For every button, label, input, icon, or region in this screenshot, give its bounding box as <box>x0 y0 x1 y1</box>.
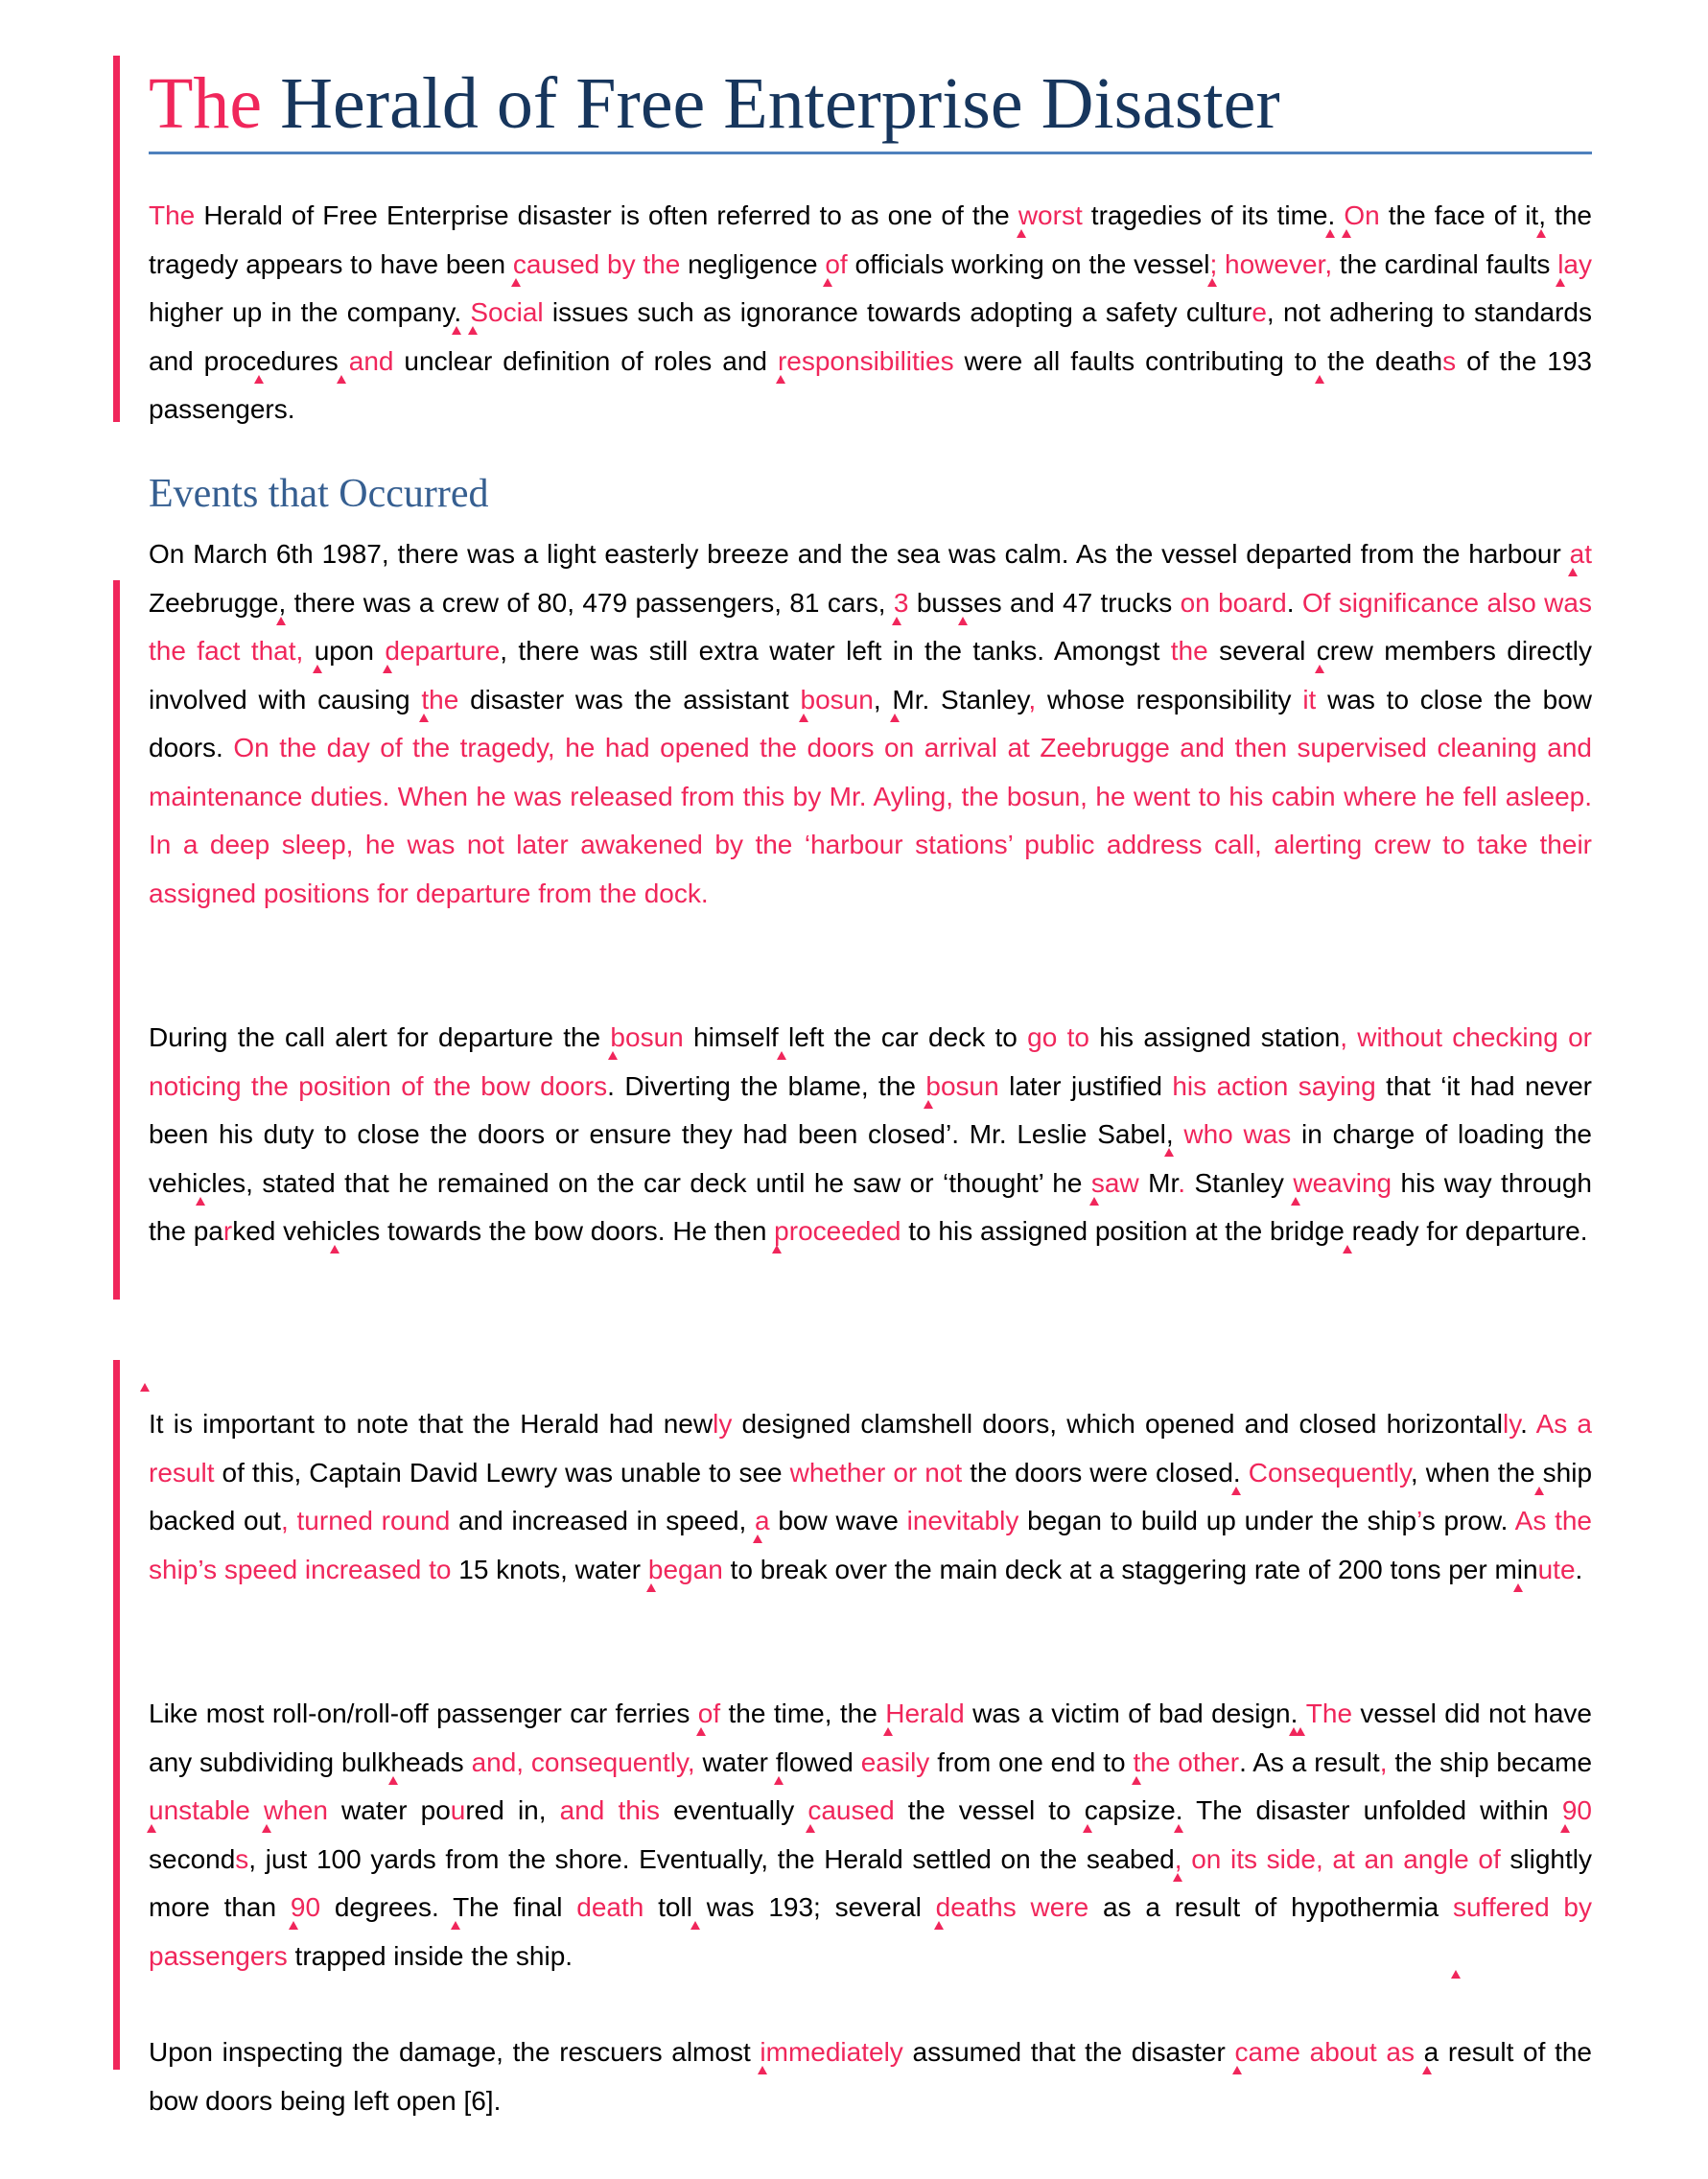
text-run <box>1217 249 1225 279</box>
text-run: M <box>892 684 915 715</box>
revision-bar <box>113 1360 120 2070</box>
events-paragraph-2 <box>149 1014 1592 1256</box>
text-run: his assigned station <box>1088 1022 1341 1052</box>
tracked-change-run: death <box>576 1892 644 1922</box>
tracked-change-run: bosun <box>925 1070 999 1101</box>
text-run: issues such as ignorance towards adopting a safety cultur <box>543 297 1252 327</box>
text-run <box>339 346 349 376</box>
text-run: . <box>1327 200 1345 230</box>
text-run: Stanley <box>1185 1167 1294 1198</box>
text-run <box>1298 1699 1305 1728</box>
tracked-change-run: bosun <box>800 684 874 715</box>
text-run: and increased in speed, <box>450 1506 756 1535</box>
text-run: u <box>314 636 330 666</box>
tracked-change-run: , without checking or noticing the position of the bow doors <box>149 1022 1592 1101</box>
text-run: s <box>960 587 973 618</box>
tracked-change-run: weaving <box>1293 1167 1392 1198</box>
tracked-change-run: bosun <box>610 1022 684 1052</box>
text-run: , there was still extra water left in the tanks. Amongst <box>500 636 1171 666</box>
text-run: s prow. <box>1421 1506 1515 1535</box>
text-run: the doors were closed <box>962 1457 1233 1488</box>
text-run: r. Stanley <box>914 684 1029 715</box>
revision-bar <box>113 580 120 1300</box>
text-run: pon <box>329 636 386 666</box>
text-run: During the call alert for departure the <box>149 1022 611 1052</box>
text-run: began to build up under the ship <box>1018 1506 1417 1535</box>
tracked-change-run: ’ <box>1416 1506 1422 1535</box>
tracked-change-run: lay <box>1557 248 1592 279</box>
text-run: toll <box>643 1892 692 1922</box>
title-text: Herald of Free Enterprise Disaster <box>262 63 1280 144</box>
text-run: several <box>1207 636 1317 666</box>
tracked-change-run: unstable <box>149 1795 250 1825</box>
tracked-change-run: Herald <box>885 1699 965 1728</box>
text-run <box>1415 2037 1424 2067</box>
tracked-change-run: s <box>235 1843 249 1874</box>
tracked-change-run: ly <box>713 1409 733 1439</box>
text-run: , <box>1165 1119 1174 1149</box>
text-run: es and 47 trucks <box>973 587 1181 618</box>
text-run: ked vehi <box>232 1216 333 1246</box>
text-run: water <box>694 1746 776 1777</box>
text-run: there was a crew of 80, 479 passengers, 81 cars, <box>286 587 894 618</box>
text-run: officials working on the vessel <box>847 248 1210 279</box>
text-run: The disaster unfolded within <box>1182 1795 1562 1825</box>
text-run <box>779 1022 788 1052</box>
text-run: Upon inspecting the damage, the rescuers almost <box>149 2037 760 2067</box>
tracked-change-run: u <box>450 1795 466 1825</box>
text-run: On March 6th 1987, there was a light easterly breeze and the sea was calm. As the vessel departed from the harbour <box>149 539 1570 569</box>
text-run: , <box>873 684 893 715</box>
tracked-change-run: , <box>1379 1746 1388 1777</box>
text-run: were all faults contributing to <box>953 345 1318 376</box>
text-run <box>692 1892 707 1922</box>
text-run: negligence <box>680 248 826 279</box>
tracked-change-run: of <box>697 1699 721 1728</box>
tracked-change-run: and this <box>559 1795 661 1825</box>
tracked-change-run: caused by the <box>512 248 681 279</box>
text-run: c <box>1316 636 1330 666</box>
tracked-change-run: Social <box>470 297 544 327</box>
tracked-change-run: As the ship’s speed increased to <box>149 1506 1592 1584</box>
text-run: as a result of hypothermia <box>1088 1892 1453 1922</box>
text-run: vessel did not have any subdividing bulk <box>149 1699 1592 1777</box>
text-run <box>1241 1458 1249 1488</box>
tracked-change-run: worst <box>1018 200 1083 230</box>
text-run: c <box>198 1167 212 1198</box>
text-run: water po <box>327 1795 451 1825</box>
text-run: . <box>1286 587 1302 618</box>
text-run: dures <box>270 345 339 376</box>
text-run: of this, Captain David Lewry was unable to see <box>214 1457 790 1488</box>
tracked-change-run: , <box>1028 684 1037 715</box>
text-run: Herald of Free Enterprise disaster is often referred to as one of the <box>195 200 1018 230</box>
text-run: the death <box>1327 345 1443 376</box>
title-tracked-word: The <box>149 63 263 144</box>
tracked-change-run: when <box>264 1795 328 1825</box>
tracked-change-run: The <box>1305 1699 1353 1728</box>
tracked-change-run: 90 <box>290 1892 321 1922</box>
text-run: later justified <box>998 1070 1173 1101</box>
text-run: f <box>775 1746 784 1777</box>
text-run: bus <box>908 587 960 618</box>
tracked-change-run: responsibilities <box>777 345 954 376</box>
tracked-change-run: began <box>647 1554 723 1584</box>
tracked-change-run: r <box>222 1216 233 1246</box>
text-run: he final <box>469 1892 577 1922</box>
tracked-change-run: departure <box>385 636 501 666</box>
text-run: . <box>1575 1554 1583 1584</box>
tracked-change-run: e <box>1252 297 1267 327</box>
text-run: . Diverting the blame, the <box>607 1070 926 1101</box>
text-run: in charge of loading the vehi <box>149 1119 1592 1198</box>
text-run <box>1345 1216 1352 1246</box>
text-run: lowed <box>783 1746 861 1777</box>
tracked-change-run: inevitably <box>906 1506 1019 1535</box>
text-run: . As a result <box>1239 1746 1380 1777</box>
text-run <box>461 297 470 327</box>
text-run: result of the bow doors being left open [6]. <box>149 2037 1592 2116</box>
text-run: apsize <box>1097 1795 1176 1825</box>
insertion-caret <box>140 1383 150 1392</box>
text-run: . <box>1290 1699 1299 1728</box>
text-run: eads <box>405 1746 472 1777</box>
text-run: . <box>1175 1795 1183 1825</box>
tracked-change-run: and <box>348 345 394 376</box>
tracked-change-run: On <box>1344 200 1380 230</box>
text-run: was a victim of bad design <box>964 1699 1291 1728</box>
tracked-change-run: caused <box>807 1795 895 1825</box>
text-run: the ship became <box>1387 1746 1593 1777</box>
tracked-change-run: easily <box>860 1746 930 1777</box>
text-run: the vessel to <box>894 1795 1085 1825</box>
revision-bar <box>113 56 120 422</box>
text-run: , just 100 yards from the shore. Eventually, the Herald settled on the seabed <box>248 1843 1175 1874</box>
text-run: Zeebrugge <box>149 587 279 618</box>
text-run: T <box>453 1892 470 1922</box>
text-run: assumed that the disaster <box>902 2037 1235 2067</box>
tracked-change-run: s <box>1442 345 1457 376</box>
text-run: of the 193 passengers. <box>149 345 1592 424</box>
text-run: , when the ship backed out <box>149 1457 1593 1535</box>
text-run: slightly more than <box>149 1843 1592 1922</box>
text-run: . <box>454 297 462 327</box>
tracked-change-run: immediately <box>760 2037 903 2067</box>
text-run: c <box>1084 1795 1098 1825</box>
text-run: ready for departure. <box>1351 1216 1588 1246</box>
text-run: . <box>1232 1457 1241 1488</box>
text-run: . <box>1520 1409 1536 1439</box>
document-title <box>149 59 1592 154</box>
text-run: the cardinal faults <box>1332 248 1558 279</box>
text-run: It is important to note that the Herald had new <box>149 1409 714 1439</box>
text-run: disaster was the assistant <box>458 684 801 715</box>
text-run: a <box>1423 2037 1439 2067</box>
text-run: trapped inside the ship. <box>287 1940 573 1971</box>
text-run: to break over the main deck at a staggering rate of 200 tons per min <box>722 1554 1538 1584</box>
text-run: 15 knots, water <box>451 1554 648 1584</box>
events-paragraph-3 <box>149 1400 1592 1594</box>
text-run: to his assigned position at the bridge <box>901 1216 1345 1246</box>
text-run: his way through the pa <box>149 1167 1593 1246</box>
text-run: the time, the <box>720 1699 886 1728</box>
tracked-change-run: a <box>755 1506 770 1535</box>
text-run: was 193; several <box>706 1892 936 1922</box>
text-run: Like most roll-on/roll-off passenger car ferries <box>149 1699 698 1728</box>
tracked-change-run: go to <box>1027 1022 1089 1052</box>
text-run: tragedies of its time <box>1082 200 1328 230</box>
events-paragraph-5 <box>149 2028 1592 2125</box>
intro-paragraph <box>149 192 1592 434</box>
tracked-change-run: The <box>149 200 196 230</box>
text-run: whose responsibility <box>1036 684 1303 715</box>
text-run: red in, <box>465 1795 560 1825</box>
tracked-change-run: however, <box>1225 248 1333 279</box>
text-run: the face of it <box>1379 200 1539 230</box>
tracked-change-run: deaths were <box>935 1892 1089 1922</box>
tracked-change-run: whether or not <box>789 1457 963 1488</box>
text-run: , not adhering to standards and proc <box>149 297 1592 376</box>
text-run <box>303 636 314 666</box>
tracked-change-run: proceeded <box>774 1216 901 1246</box>
tracked-change-run: the <box>1170 636 1208 666</box>
section-heading: Events that Occurred <box>149 472 489 516</box>
text-run: e <box>256 345 271 376</box>
text-run: degrees. <box>320 1892 454 1922</box>
tracked-change-run: at <box>1569 539 1592 569</box>
tracked-change-run: ly <box>1503 1409 1521 1439</box>
text-run: that ‘it had never been his duty to close the doors or ensure they had been closed’. Mr. Leslie Sabel <box>149 1070 1593 1149</box>
text-run: rew members directly involved with causing <box>149 636 1592 715</box>
tracked-change-run: suffered by passengers <box>149 1892 1592 1971</box>
tracked-change-run: it <box>1302 684 1317 715</box>
text-run: from one end to <box>929 1746 1134 1777</box>
tracked-change-run: ; <box>1209 248 1218 279</box>
text-run: second <box>149 1843 236 1874</box>
tracked-change-run: came about as <box>1234 2037 1415 2067</box>
text-run <box>1317 346 1327 376</box>
text-run: left the car deck to <box>788 1022 1028 1052</box>
events-paragraph-1 <box>149 530 1592 918</box>
text-run: h <box>390 1746 406 1777</box>
tracked-change-run: ute <box>1537 1554 1576 1584</box>
tracked-change-run: , on its side, at an angle of <box>1174 1843 1501 1874</box>
text-run: designed clamshell doors, which opened and closed horizontal <box>732 1409 1503 1439</box>
tracked-change-run: and, consequently, <box>471 1746 695 1777</box>
text-run: Mr <box>1138 1167 1179 1198</box>
text-run: les towards the bow doors. He then <box>345 1216 775 1246</box>
tracked-change-run: Consequently <box>1248 1457 1411 1488</box>
tracked-change-run: turned round <box>296 1506 451 1535</box>
text-run <box>1174 1119 1184 1149</box>
tracked-change-run: saw <box>1090 1167 1139 1198</box>
text-run: the tragedy appears to have been <box>149 200 1592 279</box>
tracked-change-run: . <box>1178 1167 1186 1198</box>
text-run: higher up in the company <box>149 297 455 327</box>
tracked-change-run: the <box>421 684 459 715</box>
text-run: , <box>1538 200 1546 230</box>
text-run: himself <box>683 1022 779 1052</box>
tracked-change-run: Of significance also was the fact that, <box>149 587 1592 666</box>
tracked-change-run: of <box>825 248 848 279</box>
tracked-change-run: 3 <box>893 587 909 618</box>
tracked-change-run: on board <box>1180 587 1287 618</box>
text-run: c <box>332 1216 346 1246</box>
text-run <box>289 1506 297 1535</box>
tracked-change-run: his action saying <box>1172 1070 1376 1101</box>
tracked-change-run: the other <box>1133 1746 1240 1777</box>
text-run: , <box>278 587 287 618</box>
text-run <box>250 1795 264 1825</box>
tracked-change-run: 90 <box>1561 1795 1593 1825</box>
text-run: eventually <box>660 1795 808 1825</box>
text-run: was to close the bow doors. <box>149 684 1593 762</box>
text-run: les, stated that he remained on the car deck until he saw or ‘thought’ he <box>211 1167 1091 1198</box>
tracked-change-run: On the day of the tragedy, he had opened the doors on arrival at Zeebrugge and then supervised cleaning and maintenance duties. When he was released from this by Mr. Ayling, the bosun, he went to his cabin where he fell asleep. In a deep sleep, he was not later awakened by the ‘harbour stations’ public address call, alerting crew to take their assigned positions for departure from the dock. <box>149 733 1592 908</box>
text-run: bow wave <box>769 1506 907 1535</box>
tracked-change-run: As a result <box>149 1409 1593 1488</box>
tracked-change-run: who was <box>1183 1119 1292 1149</box>
text-run: unclear definition of roles and <box>393 345 778 376</box>
events-paragraph-4 <box>149 1690 1592 1980</box>
tracked-change-run: , <box>280 1506 289 1535</box>
